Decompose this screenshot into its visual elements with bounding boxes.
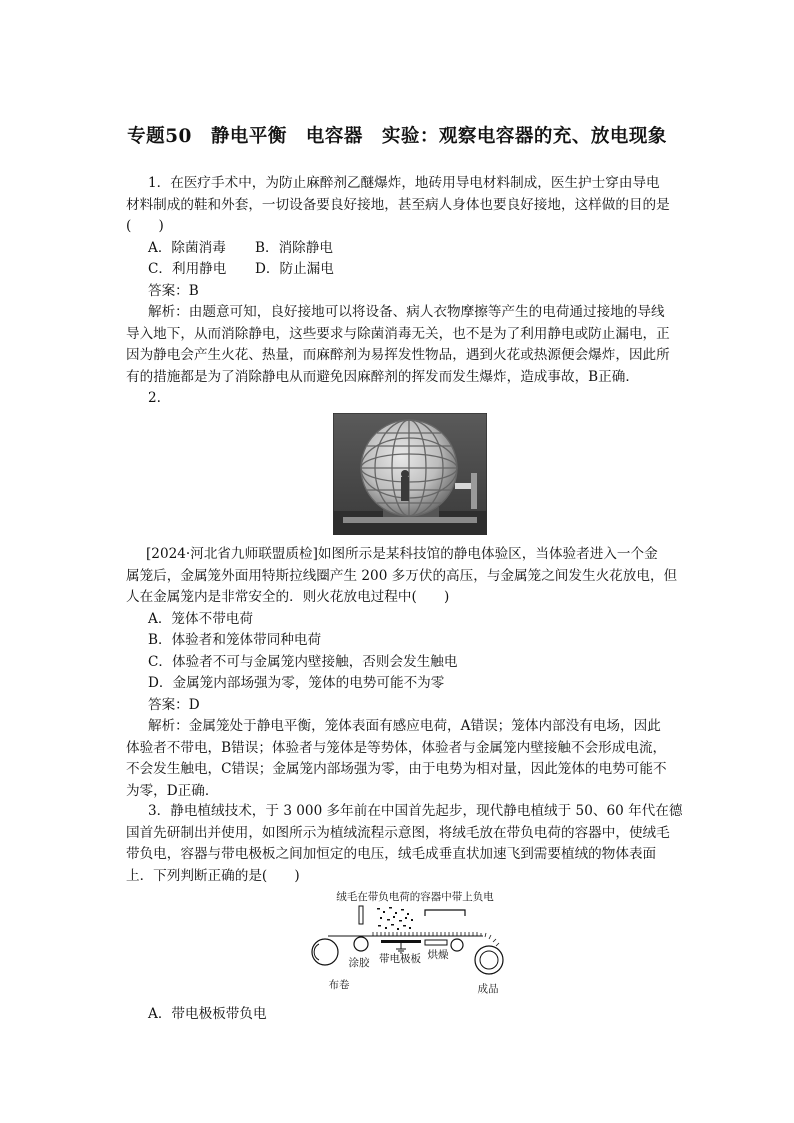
question-1-stem-line: 1．在医疗手术中，为防止麻醉剂乙醚爆炸，地砖用导电材料制成，医生护士穿由导电 — [148, 175, 660, 191]
question-2-analysis-line: 不会发生触电，C错误；金属笼内部场强为零，由于电势为相对量，因此笼体的电势可能不 — [126, 761, 667, 777]
question-2-stem-line: 属笼后，金属笼外面用特斯拉线圈产生 200 多万伏的高压，与金属笼之间发生火花放电，但 — [126, 567, 678, 584]
cloth-roll — [312, 939, 338, 965]
label-charged-plate: 带电极板 — [379, 953, 421, 965]
question-1-options-row-2 — [126, 259, 686, 281]
page-title: 专题50 静电平衡 电容器 实验：观察电容器的充、放电现象 — [127, 126, 667, 147]
question-3-stem-line: 国首先研制出并使用，如图所示为植绒流程示意图，将绒毛放在带负电荷的容器中，使绒毛 — [126, 824, 670, 841]
question-1-analysis-line: 因为静电会产生火花、热量，而麻醉剂为易挥发性物品，遇到火花或热源便会爆炸，因此所 — [126, 347, 670, 363]
question-1-analysis-line: 有的措施都是为了消除静电从而避免因麻醉剂的挥发而发生爆炸，造成事故，B正确． — [126, 368, 639, 385]
question-2-option-a: A．笼体不带电荷 — [148, 610, 253, 627]
question-3-stem-line: 带负电，容器与带电极板之间加恒定的电压，绒毛成垂直状加速飞到需要植绒的物体表面 — [126, 846, 657, 862]
flock-on-belt — [373, 932, 499, 946]
flocking-process-diagram — [303, 888, 513, 998]
question-1-options-row-1 — [126, 238, 686, 260]
label-drying: 烘燥 — [427, 949, 449, 961]
label-product: 成品 — [477, 983, 499, 995]
dryer-hood — [425, 910, 465, 916]
question-3-stem-line: 3．静电植绒技术，于 3 000 多年前在中国首先起步，现代静电植绒于 50、60 年代在德 — [148, 803, 683, 819]
question-2-option-c: C．体验者不可与金属笼内壁接触，否则会发生触电 — [148, 653, 458, 670]
question-1-answer: 答案：B — [148, 282, 199, 299]
product-roll — [475, 946, 503, 974]
question-3-option-a: A．带电极板带负电 — [148, 1006, 267, 1022]
question-1-analysis-line: 解析：由题意可知，良好接地可以将设备、病人衣物摩擦等产生的电荷通过接地的导线 — [148, 304, 665, 320]
question-2-option-d: D．金属笼内部场强为零，笼体的电势可能不为零 — [148, 675, 445, 691]
glue-roller — [354, 937, 368, 951]
product-roll-inner — [480, 951, 498, 969]
question-1-analysis-line: 导入地下，从而消除静电，这些要求与除菌消毒无关，也不是为了利用静电或防止漏电，正 — [126, 325, 670, 342]
label-cloth-roll: 布卷 — [328, 979, 350, 991]
question-2 — [126, 544, 686, 802]
product-roll-flock — [475, 960, 503, 974]
option-a: A．除菌消毒 — [148, 239, 226, 256]
question-2-analysis-line: 体验者不带电，B错误；体验者与笼体是等势体，体验者与金属笼内壁接触不会形成电流， — [126, 739, 667, 756]
metal-cage-photo — [333, 413, 487, 535]
question-2-number: 2. — [148, 390, 161, 406]
question-3 — [126, 801, 686, 887]
option-c: C．利用静电 — [148, 261, 227, 277]
question-2-option-b: B．体验者和笼体带同种电荷 — [148, 632, 322, 648]
guide-roller — [451, 939, 463, 951]
dryer-unit — [425, 940, 447, 945]
falling-fibers — [377, 907, 413, 930]
question-3-stem-line: 上．下列判断正确的是( ) — [126, 867, 300, 884]
option-d: D．防止漏电 — [255, 261, 334, 277]
glue-nozzle — [359, 906, 363, 924]
question-2-stem-line: 人在金属笼内是非常安全的．则火花放电过程中( ) — [126, 589, 450, 605]
question-1-stem-line: 材料制成的鞋和外套，一切设备要良好接地，甚至病人身体也要良好接地，这样做的目的是 — [126, 196, 670, 213]
option-b: B．消除静电 — [255, 239, 333, 256]
question-2-answer: 答案：D — [148, 696, 200, 713]
question-1-stem-line: ( ) — [126, 218, 164, 234]
question-2-analysis-line: 为零，D正确． — [126, 782, 219, 799]
diagram-caption: 绒毛在带负电荷的容器中带上负电 — [336, 891, 494, 903]
question-1 — [126, 173, 686, 410]
cloth-roll-inner — [314, 944, 319, 960]
question-2-analysis-line: 解析：金属笼处于静电平衡，笼体表面有感应电荷，A错误；笼体内部没有电场，因此 — [148, 718, 661, 734]
label-glue: 涂胶 — [348, 957, 370, 969]
question-2-stem-line: [2024·河北省九师联盟质检]如图所示是某科技馆的静电体验区，当体验者进入一个金 — [146, 546, 658, 562]
charged-plate — [381, 940, 421, 943]
